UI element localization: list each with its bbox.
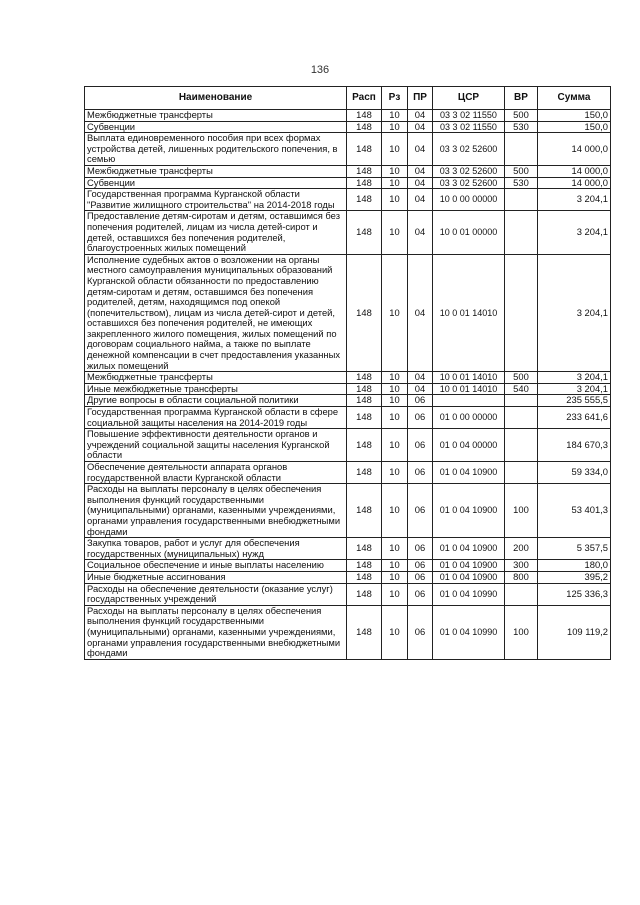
cell-rz: 10 [382,110,408,122]
cell-vr [505,429,538,462]
cell-rasp: 148 [347,583,382,605]
cell-sum: 3 204,1 [538,383,611,395]
cell-rasp: 148 [347,560,382,572]
table-row [85,429,611,462]
table-row [85,395,611,407]
cell-sum: 3 204,1 [538,254,611,372]
cell-rz: 10 [382,484,408,538]
table-row [85,121,611,133]
cell-pr: 06 [408,462,433,484]
cell-pr: 04 [408,189,433,211]
cell-pr: 06 [408,560,433,572]
cell-vr [505,254,538,372]
cell-rasp: 148 [347,395,382,407]
cell-sum: 125 336,3 [538,583,611,605]
cell-name: Иные межбюджетные трансферты [85,383,347,395]
cell-rasp: 148 [347,538,382,560]
cell-rz: 10 [382,571,408,583]
cell-name: Межбюджетные трансферты [85,372,347,384]
cell-sum: 109 119,2 [538,605,611,659]
cell-rz: 10 [382,133,408,166]
cell-pr: 04 [408,121,433,133]
cell-csr: 01 0 04 10900 [433,484,505,538]
cell-sum: 5 357,5 [538,538,611,560]
cell-vr [505,133,538,166]
cell-name: Предоставление детям-сиротам и детям, оставшимся без попечения родителей, лицам из числа детей-сирот и детей, оставшихся без попечения родителей, благоустроенных жилых помещений [85,211,347,254]
cell-vr: 500 [505,372,538,384]
cell-csr: 03 3 02 52600 [433,165,505,177]
cell-rz: 10 [382,372,408,384]
cell-name: Социальное обеспечение и иные выплаты населению [85,560,347,572]
cell-csr: 01 0 00 00000 [433,407,505,429]
cell-csr: 03 3 02 11550 [433,121,505,133]
cell-name: Субвенции [85,177,347,189]
cell-rz: 10 [382,189,408,211]
cell-rasp: 148 [347,133,382,166]
cell-vr [505,583,538,605]
cell-pr: 04 [408,110,433,122]
cell-vr: 300 [505,560,538,572]
table-row [85,407,611,429]
page-number: 136 [310,64,330,76]
cell-rz: 10 [382,383,408,395]
cell-vr: 200 [505,538,538,560]
cell-vr [505,189,538,211]
cell-csr: 01 0 04 10900 [433,462,505,484]
cell-pr: 06 [408,395,433,407]
table-row [85,462,611,484]
table-row [85,177,611,189]
table-header-row [85,87,611,110]
cell-name: Межбюджетные трансферты [85,165,347,177]
cell-vr: 500 [505,110,538,122]
cell-vr: 530 [505,177,538,189]
cell-csr: 01 0 04 10990 [433,605,505,659]
cell-pr: 04 [408,372,433,384]
cell-sum: 14 000,0 [538,177,611,189]
cell-name: Расходы на обеспечение деятельности (оказание услуг) государственных учреждений [85,583,347,605]
table-row [85,372,611,384]
cell-rz: 10 [382,605,408,659]
cell-vr [505,462,538,484]
cell-name: Выплата единовременного пособия при всех формах устройства детей, лишенных родительского попечения, в семью [85,133,347,166]
cell-rasp: 148 [347,211,382,254]
cell-name: Обеспечение деятельности аппарата органов государственной власти Курганской области [85,462,347,484]
cell-sum: 3 204,1 [538,189,611,211]
table-row [85,165,611,177]
table-row [85,538,611,560]
cell-pr: 06 [408,538,433,560]
cell-csr: 01 0 04 10900 [433,571,505,583]
cell-vr [505,407,538,429]
cell-rz: 10 [382,254,408,372]
cell-csr: 10 0 01 00000 [433,211,505,254]
cell-rasp: 148 [347,407,382,429]
cell-csr: 01 0 04 10900 [433,560,505,572]
cell-rz: 10 [382,462,408,484]
table-row [85,484,611,538]
cell-rasp: 148 [347,383,382,395]
table-row [85,383,611,395]
cell-pr: 06 [408,583,433,605]
header-pr: ПР [408,87,433,110]
cell-rasp: 148 [347,110,382,122]
table-row [85,560,611,572]
cell-csr: 10 0 01 14010 [433,254,505,372]
cell-rz: 10 [382,429,408,462]
header-vr: ВР [505,87,538,110]
cell-sum: 3 204,1 [538,211,611,254]
cell-name: Государственная программа Курганской области в сфере социальной защиты населения на 2014-2019 годы [85,407,347,429]
cell-rasp: 148 [347,177,382,189]
cell-name: Другие вопросы в области социальной политики [85,395,347,407]
cell-rz: 10 [382,560,408,572]
cell-rz: 10 [382,407,408,429]
cell-name: Расходы на выплаты персоналу в целях обеспечения выполнения функций государственными (муниципальными) органами, казенными учреждениями, органами управления государственными внебюджетными фондами [85,484,347,538]
table-row [85,133,611,166]
cell-sum: 3 204,1 [538,372,611,384]
cell-rasp: 148 [347,121,382,133]
cell-pr: 04 [408,133,433,166]
cell-rasp: 148 [347,165,382,177]
cell-sum: 14 000,0 [538,165,611,177]
cell-sum: 233 641,6 [538,407,611,429]
cell-pr: 06 [408,571,433,583]
cell-vr [505,395,538,407]
table-row [85,583,611,605]
cell-pr: 04 [408,165,433,177]
table-row [85,605,611,659]
cell-sum: 235 555,5 [538,395,611,407]
cell-name: Расходы на выплаты персоналу в целях обеспечения выполнения функций государственными (муниципальными) органами, казенными учреждениями, органами управления государственными внебюджетными фондами [85,605,347,659]
cell-pr: 06 [408,407,433,429]
cell-name: Иные бюджетные ассигнования [85,571,347,583]
cell-pr: 06 [408,484,433,538]
cell-pr: 04 [408,254,433,372]
cell-pr: 04 [408,383,433,395]
cell-pr: 06 [408,429,433,462]
cell-vr [505,211,538,254]
cell-name: Закупка товаров, работ и услуг для обеспечения государственных (муниципальных) нужд [85,538,347,560]
cell-csr: 03 3 02 11550 [433,110,505,122]
cell-rz: 10 [382,538,408,560]
cell-rz: 10 [382,583,408,605]
cell-name: Государственная программа Курганской области "Развитие жилищного строительства" на 2014-2018 годы [85,189,347,211]
cell-csr: 01 0 04 00000 [433,429,505,462]
table-row [85,110,611,122]
table-row [85,211,611,254]
cell-sum: 150,0 [538,110,611,122]
cell-sum: 180,0 [538,560,611,572]
cell-sum: 184 670,3 [538,429,611,462]
cell-sum: 53 401,3 [538,484,611,538]
cell-csr: 01 0 04 10900 [433,538,505,560]
cell-csr: 03 3 02 52600 [433,133,505,166]
table-row [85,571,611,583]
cell-name: Исполнение судебных актов о возложении на органы местного самоуправления муниципальных образований Курганской области обязанности по предоставлению детям-сиротам и детям, оставшимся без попечения родителей, детям, находящимся под опекой (попечительством), лицам из числа детей-сирот и детей, оставшихся без попечения родителей, не имеющих закрепленного жилого помещения, жилых помещений по договорам социального найма, а также по выплате денежной компенсации в счет предоставления указанных жилых помещений [85,254,347,372]
cell-sum: 395,2 [538,571,611,583]
table-row [85,254,611,372]
cell-rasp: 148 [347,189,382,211]
cell-csr: 03 3 02 52600 [433,177,505,189]
header-sum: Сумма [538,87,611,110]
cell-rasp: 148 [347,372,382,384]
cell-csr: 10 0 00 00000 [433,189,505,211]
cell-rz: 10 [382,395,408,407]
cell-vr: 500 [505,165,538,177]
cell-vr: 100 [505,484,538,538]
budget-table [84,86,611,660]
cell-sum: 150,0 [538,121,611,133]
cell-name: Субвенции [85,121,347,133]
cell-vr: 530 [505,121,538,133]
cell-rz: 10 [382,177,408,189]
cell-rasp: 148 [347,254,382,372]
cell-pr: 04 [408,211,433,254]
cell-rz: 10 [382,121,408,133]
cell-sum: 14 000,0 [538,133,611,166]
cell-sum: 59 334,0 [538,462,611,484]
header-rz: Рз [382,87,408,110]
cell-name: Межбюджетные трансферты [85,110,347,122]
cell-pr: 06 [408,605,433,659]
cell-rz: 10 [382,211,408,254]
header-name: Наименование [85,87,347,110]
cell-csr: 10 0 01 14010 [433,383,505,395]
cell-vr: 100 [505,605,538,659]
cell-vr: 540 [505,383,538,395]
table-row [85,189,611,211]
cell-rasp: 148 [347,462,382,484]
cell-rasp: 148 [347,571,382,583]
cell-rasp: 148 [347,484,382,538]
cell-pr: 04 [408,177,433,189]
cell-csr [433,395,505,407]
header-rasp: Расп [347,87,382,110]
cell-vr: 800 [505,571,538,583]
cell-name: Повышение эффективности деятельности органов и учреждений социальной защиты населения Курганской области [85,429,347,462]
cell-csr: 10 0 01 14010 [433,372,505,384]
cell-rasp: 148 [347,429,382,462]
cell-csr: 01 0 04 10990 [433,583,505,605]
cell-rz: 10 [382,165,408,177]
header-csr: ЦСР [433,87,505,110]
cell-rasp: 148 [347,605,382,659]
